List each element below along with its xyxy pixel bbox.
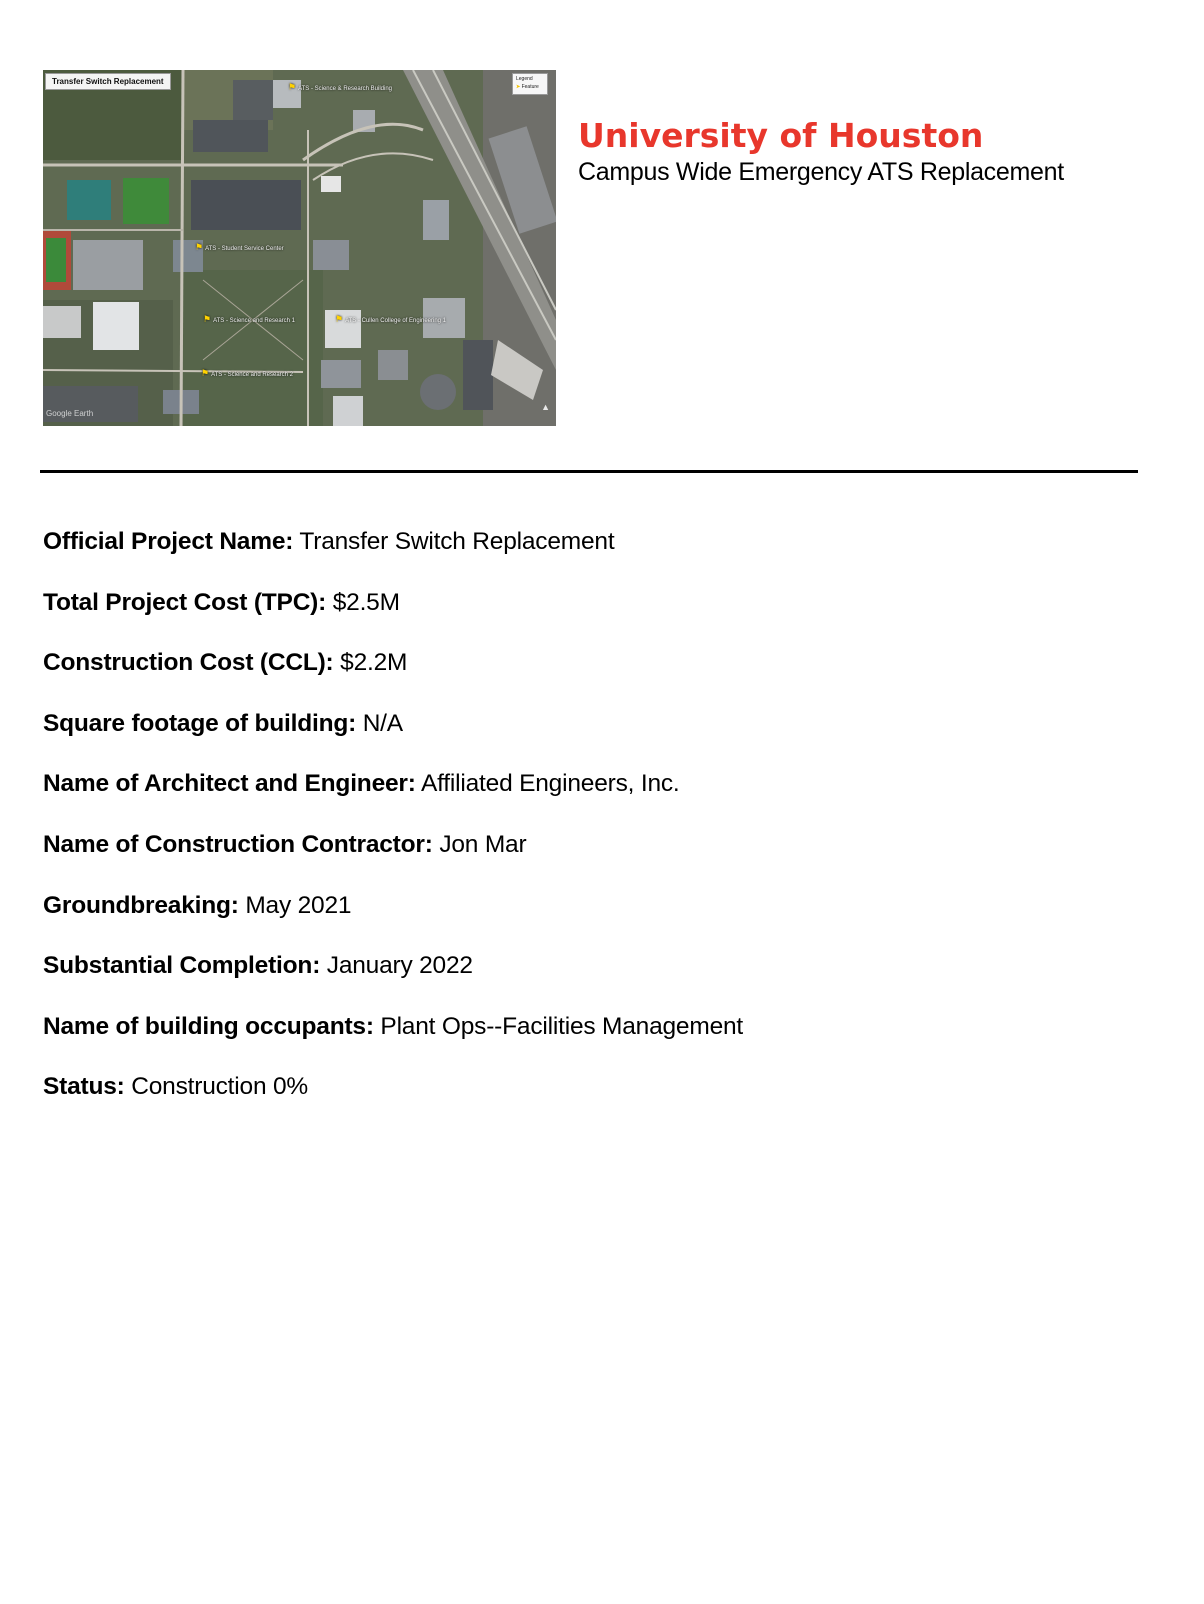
- north-arrow-icon: ▲: [541, 402, 550, 412]
- pin-icon: ⚑: [195, 242, 204, 252]
- field-label: Construction Cost (CCL):: [43, 649, 334, 677]
- map-marker-1[interactable]: [288, 82, 392, 93]
- field-value: $2.2M: [340, 649, 408, 677]
- map-marker-2[interactable]: [195, 242, 284, 253]
- aerial-imagery: [43, 70, 556, 426]
- campus-aerial-map: [43, 70, 556, 426]
- field-building-occupants: [43, 1012, 743, 1073]
- field-architect-engineer: [43, 769, 743, 830]
- field-label: Name of Architect and Engineer:: [43, 770, 416, 798]
- pin-icon: ⚑: [335, 314, 344, 324]
- map-marker-5[interactable]: [201, 368, 293, 379]
- field-label: Substantial Completion:: [43, 952, 321, 980]
- field-substantial-completion: [43, 951, 743, 1012]
- pin-icon: ⚑: [201, 368, 210, 378]
- field-label: Name of building occupants:: [43, 1012, 374, 1040]
- field-label: Name of Construction Contractor:: [43, 830, 433, 858]
- field-value: January 2022: [326, 952, 473, 980]
- map-marker-label: ATS - Cullen College of Engineering 1: [345, 318, 447, 324]
- map-marker-label: ATS - Science and Research 2: [211, 372, 294, 378]
- map-marker-label: ATS - Science and Research 1: [213, 318, 296, 324]
- project-details: [43, 527, 743, 1133]
- field-square-footage: [43, 709, 743, 770]
- field-label: Status:: [43, 1073, 125, 1101]
- map-title: Transfer Switch Replacement: [45, 73, 171, 90]
- section-divider: [40, 470, 1138, 473]
- field-construction-contractor: [43, 830, 743, 891]
- field-value: Plant Ops--Facilities Management: [380, 1012, 744, 1040]
- field-label: Square footage of building:: [43, 709, 357, 737]
- field-official-project-name: [43, 527, 743, 588]
- field-value: Jon Mar: [439, 830, 527, 858]
- university-title: University of Houston: [578, 116, 984, 155]
- field-groundbreaking: [43, 891, 743, 952]
- field-value: Affiliated Engineers, Inc.: [420, 770, 680, 798]
- pin-icon: ➤: [516, 84, 521, 90]
- legend-row: [516, 84, 544, 90]
- field-value: Transfer Switch Replacement: [299, 528, 615, 555]
- field-value: N/A: [362, 709, 403, 737]
- map-legend: [512, 73, 548, 95]
- legend-item: Feature: [521, 84, 539, 90]
- project-subtitle: Campus Wide Emergency ATS Replacement: [578, 158, 1064, 186]
- map-marker-4[interactable]: [335, 314, 446, 325]
- map-marker-label: ATS - Student Service Center: [205, 246, 284, 252]
- field-label: Official Project Name:: [43, 528, 294, 555]
- map-marker-label: ATS - Science & Research Building: [298, 86, 393, 92]
- field-total-project-cost: [43, 588, 743, 649]
- field-value: May 2021: [245, 891, 352, 919]
- field-label: Groundbreaking:: [43, 891, 239, 919]
- field-value: $2.5M: [332, 588, 400, 616]
- field-status: [43, 1072, 743, 1133]
- pin-icon: ⚑: [203, 314, 212, 324]
- field-construction-cost: [43, 648, 743, 709]
- field-value: Construction 0%: [131, 1073, 309, 1101]
- map-marker-3[interactable]: [203, 314, 295, 325]
- field-label: Total Project Cost (TPC):: [43, 588, 327, 616]
- pin-icon: ⚑: [288, 82, 297, 92]
- legend-title: Legend: [516, 76, 533, 82]
- map-watermark: Google Earth: [46, 409, 94, 418]
